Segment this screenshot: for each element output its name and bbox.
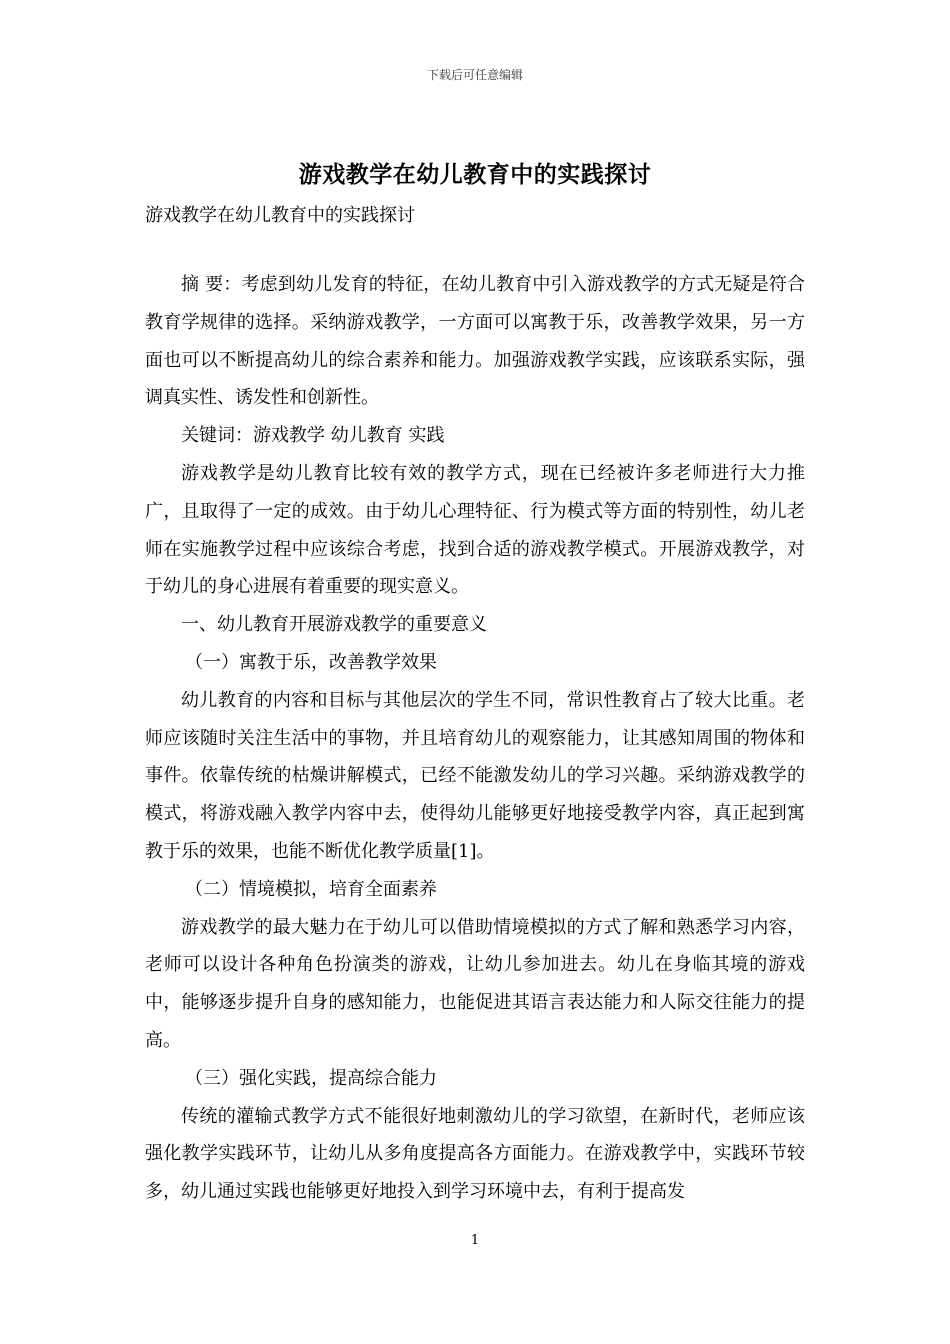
subsection-heading-3: （三）强化实践，提高综合能力 <box>185 1067 437 1089</box>
body-paragraph: 幼儿教育的内容和目标与其他层次的学生不同，常识性教育占了较大比重。老师应该随时关注生活中的事物，并且培育幼儿的观察能力，让其感知周围的物体和事件。依靠传统的枯燥讲解模式，已经不能激发幼儿的学习兴趣。采纳游戏教学的模式，将游戏融入教学内容中去，使得幼儿能够更好地接受教学内容，真正起到寓教于乐的效果，也能不断优化教学质量[1]。 <box>145 689 805 862</box>
subsection-heading-1: （一）寓教于乐，改善教学效果 <box>185 651 437 673</box>
document-title: 游戏教学在幼儿教育中的实践探讨 <box>298 161 652 188</box>
body-paragraph: 游戏教学的最大魅力在于幼儿可以借助情境模拟的方式了解和熟悉学习内容，老师可以设计各种角色扮演类的游戏，让幼儿参加进去。幼儿在身临其境的游戏中，能够逐步提升自身的感知能力，也能促进其语言表达能力和人际交往能力的提高。 <box>145 916 805 1051</box>
subsection-heading-2: （二）情境模拟，培育全面素养 <box>185 878 437 900</box>
page-number: 1 <box>470 1233 480 1248</box>
header-note: 下载后可任意编辑 <box>426 68 523 82</box>
document-subtitle: 游戏教学在幼儿教育中的实践探讨 <box>145 205 415 226</box>
keywords-paragraph: 关键词：游戏教学 幼儿教育 实践 <box>181 425 445 447</box>
body-paragraph: 传统的灌输式教学方式不能很好地刺激幼儿的学习欲望，在新时代，老师应该强化教学实践环节，让幼儿从多角度提高各方面能力。在游戏教学中，实践环节较多，幼儿通过实践也能够更好地投入到学习环境中去，有利于提高发 <box>145 1105 805 1203</box>
body-text <box>145 266 805 1211</box>
abstract-paragraph: 摘 要：考虑到幼儿发育的特征，在幼儿教育中引入游戏教学的方式无疑是符合教育学规律的选择。采纳游戏教学，一方面可以寓教于乐，改善教学效果，另一方面也可以不断提高幼儿的综合素养和能力。加强游戏教学实践，应该联系实际，强调真实性、诱发性和创新性。 <box>145 274 805 409</box>
section-heading-1: 一、幼儿教育开展游戏教学的重要意义 <box>181 614 487 636</box>
intro-paragraph: 游戏教学是幼儿教育比较有效的教学方式，现在已经被许多老师进行大力推广，且取得了一定的成效。由于幼儿心理特征、行为模式等方面的特别性，幼儿老师在实施教学过程中应该综合考虑，找到合适的游戏教学模式。开展游戏教学，对于幼儿的身心进展有着重要的现实意义。 <box>145 462 805 598</box>
